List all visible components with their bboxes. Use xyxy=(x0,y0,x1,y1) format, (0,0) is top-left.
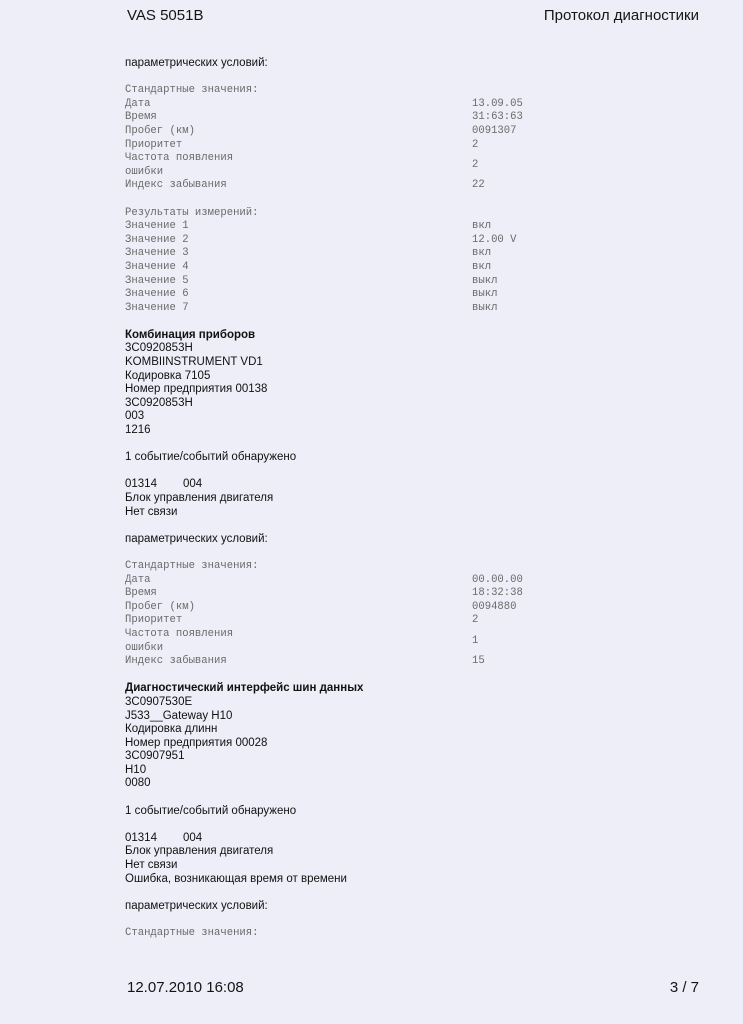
events-found: 1 событие/событий обнаружено xyxy=(125,804,297,817)
header-device: VAS 5051B xyxy=(127,7,204,24)
standard-values-title: Стандартные значения: xyxy=(125,559,259,572)
module-line: 1216 xyxy=(125,424,151,437)
std-row-frequency: Частота появления ошибки 2 xyxy=(125,152,479,178)
measurement-row: Значение 4 вкл xyxy=(125,260,492,273)
fault-code: 01314 004 xyxy=(125,478,203,491)
param-conditions-label: параметрических условий: xyxy=(125,899,268,912)
param-conditions-label: параметрических условий: xyxy=(125,57,268,69)
std-row: Индекс забывания 15 xyxy=(125,655,485,668)
measurement-row: Значение 7 выкл xyxy=(125,301,498,314)
measurement-row: Значение 1 вкл xyxy=(125,220,492,233)
module-title: Комбинация приборов xyxy=(125,328,256,341)
std-row: Пробег (км) 0091307 xyxy=(125,124,517,137)
std-row: Пробег (км) 0094880 xyxy=(125,600,517,613)
module-line: H10 xyxy=(125,763,147,776)
module-line: J533__Gateway H10 xyxy=(125,709,233,722)
module-line: 3C0907951 xyxy=(125,750,185,763)
std-row: Дата 13.09.05 xyxy=(125,97,523,110)
std-row: Индекс забывания 22 xyxy=(125,179,485,192)
measurement-row: Значение 3 вкл xyxy=(125,247,492,260)
module-line: Номер предприятия 00138 xyxy=(125,383,268,396)
fault-description: Блок управления двигателя xyxy=(125,845,274,858)
standard-values-title: Стандартные значения: xyxy=(125,927,259,939)
std-row: Приоритет 2 xyxy=(125,614,479,627)
std-row: Время 18:32:38 xyxy=(125,587,523,600)
fault-description: Нет связи xyxy=(125,505,178,518)
measurement-row: Значение 2 12.00 V xyxy=(125,233,517,246)
module-gateway xyxy=(125,682,545,927)
module-instrument-cluster xyxy=(125,329,545,560)
module-line: KOMBIINSTRUMENT VD1 xyxy=(125,356,263,369)
std-row: Приоритет 2 xyxy=(125,138,479,151)
fault-description: Нет связи xyxy=(125,859,178,872)
module-line: 3C0907530E xyxy=(125,695,193,708)
std-row: Дата 00.00.00 xyxy=(125,573,523,586)
std-row: Время 31:63:63 xyxy=(125,111,523,124)
events-found: 1 событие/событий обнаружено xyxy=(125,451,297,464)
fault-code: 01314 004 xyxy=(125,831,203,844)
module-line: Кодировка длинн xyxy=(125,723,218,736)
module-line: 3C0920853H xyxy=(125,342,193,355)
header-title: Протокол диагностики xyxy=(543,7,699,24)
footer-datetime: 12.07.2010 16:08 xyxy=(127,979,244,996)
module-line: Номер предприятия 00028 xyxy=(125,736,268,749)
module-line: Кодировка 7105 xyxy=(125,369,211,382)
param-conditions-label: параметрических условий: xyxy=(125,532,268,545)
module-line: 003 xyxy=(125,410,145,423)
footer-page-number: 3 / 7 xyxy=(669,979,699,996)
module-line: 3C0920853H xyxy=(125,396,193,409)
std-row-frequency: Частота появления ошибки 1 xyxy=(125,627,479,654)
measurement-row: Значение 6 выкл xyxy=(125,288,498,301)
fault-description: Блок управления двигателя xyxy=(125,492,274,504)
module-title: Диагностический интерфейс шин данных xyxy=(125,682,364,695)
standard-values-title: Стандартные значения: xyxy=(125,84,259,97)
module-line: 0080 xyxy=(125,777,151,790)
measurement-row: Значение 5 выкл xyxy=(125,274,498,287)
fault-description: Ошибка, возникающая время от времени xyxy=(125,872,347,885)
measurement-results-title: Результаты измерений: xyxy=(125,206,259,219)
report-content xyxy=(125,57,545,941)
